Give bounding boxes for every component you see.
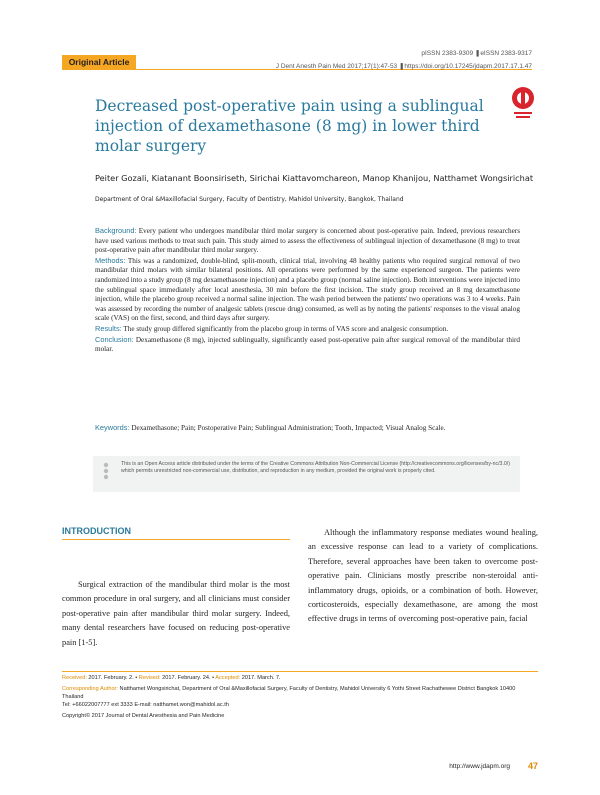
contact-info: Tel: +66022007777 ext 3333 E-mail: natthamet.won@mahidol.ac.th [62,702,229,708]
methods-label: Methods: [95,255,126,265]
abstract-background [95,226,520,256]
left-column [62,526,290,650]
journal-reference[interactable]: J Dent Anesth Pain Med 2017;17(1):47-53 ❚https://doi.org/10.17245/jdapm.2017.17.1.47 [275,63,532,70]
journal-url[interactable]: http://www.jdapm.org [449,763,510,770]
conclusion-text: Dexamethasone (8 mg), injected sublingually, significantly eased post-operative pain after surgical removal of the mandibular third molar. [95,335,520,354]
abstract [95,226,520,355]
copyright: Copyright© 2017 Journal of Dental Anesthesia and Pain Medicine [62,713,225,719]
abstract-methods [95,256,520,324]
intro-paragraph-1: Surgical extraction of the mandibular third molar is the most common procedure in oral surgery, and all clinicians must consider post-operative pain after mandibular third molar surgery. Indeed, many dental researchers have focused on reducing post-operative pain [1-5]. [62,580,290,647]
methods-text: This was a randomized, double-blind, split-mouth, clinical trial, involving 48 healthy patients who required surgical removal of two mandibular third molars with similar bilateral positions. All operations were performed by the same experienced surgeon. The patients were randomized into a study group (8 mg dexamethasone injection) and a placebo group (normal saline injection). Both interventions were injected into the sublingual space immediately after local anesthesia, 30 min before the first incision. The study group received an 8 mg dexamethasone injection, while the placebo group received a normal saline injection. The wash period between the patients' two operations was 3 to 4 weeks. Pain was assessed by recording the number of analgesic tablets (rescue drug) consumed, as well as by noting the patients' responses to the visual analog scale (VAS) on the first, second, and third days after surgery. [95,256,520,323]
keywords-label: Keywords: [95,423,130,432]
author-list: Peiter Gozali, Kiatanant Boonsiriseth, Sirichai Kiattavomchareon, Manop Khanijou, Natthamet Wongsirichat [95,173,534,183]
right-column [308,526,538,627]
background-text: Every patient who undergoes mandibular third molar surgery is concerned about post-operative pain. Indeed, previous researchers have used various methods to treat such pain. This study aimed to assess the effectiveness of sublingual injection of dexamethasone (8 mg) to treat post-operative pain after mandibular third molar surgery. [95,227,520,255]
corresponding-author: Corresponding Author: Natthamet Wongsirichat, Department of Oral &Maxillofacial Surgery, Faculty of Dentistry, Mahidol University 6 Yothi Street Rachathewee District Bangkok 10400 Thailand Tel: +66022007777 ext 3333 E-mail: natthamet.won@mahidol.ac.th [62,686,516,708]
keywords [95,423,520,434]
open-access-icon [101,462,111,484]
license-text: This is an Open Access article distributed under the terms of the Creative Commons Attribution Non-Commercial License (http://creativecommons.org/licenses/by-nc/3.0/) which permits unrestricted non-commercial use, distribution, and reproduction in any medium, provided the original work is properly cited. [121,461,510,474]
article-type-badge: Original Article [62,55,136,69]
affiliation: Department of Oral &Maxillofacial Surgery, Faculty of Dentistry, Mahidol University, Bangkok, Thailand [95,196,404,203]
issn: pISSN 2383-9309 ❚eISSN 2383-9317 [421,50,532,57]
license-box [93,456,520,492]
conclusion-label: Conclusion: [95,334,134,344]
results-label: Results: [95,323,122,333]
keywords-text: Dexamethasone; Pain; Postoperative Pain; Sublingual Administration; Tooth, Impacted; Visual Analog Scale. [129,424,446,432]
heading-rule [62,539,290,540]
crossmark-icon[interactable] [510,86,536,122]
received-dates: Received: 2017. February. 2. • Revised: 2017. February. 24. • Accepted: 2017. March. 7. [62,675,281,681]
intro-paragraph-2: Although the inflammatory response mediates wound healing, an excessive response can lead to a variety of complications. Therefore, several approaches have been taken to overcome post-operative pain. Clinicians mostly prescribe non-steroidal anti-inflammatory drugs, opioids, or a combination of both. However, corticosteroids, especially dexamethasone, are among the most effective drugs in terms of overcoming post-operative pain, facial [308,528,538,624]
introduction-heading: INTRODUCTION [62,526,131,536]
results-text: The study group differed significantly from the placebo group in terms of VAS score and analgesic consumption. [121,324,449,333]
footer-rule [62,671,538,672]
abstract-conclusion [95,335,520,355]
article-title: Decreased post-operative pain using a sublingual injection of dexamethasone (8 mg) in lower third molar surgery [95,97,484,155]
page-number: 47 [527,761,538,771]
background-label: Background: [95,226,137,235]
abstract-results [95,324,520,335]
